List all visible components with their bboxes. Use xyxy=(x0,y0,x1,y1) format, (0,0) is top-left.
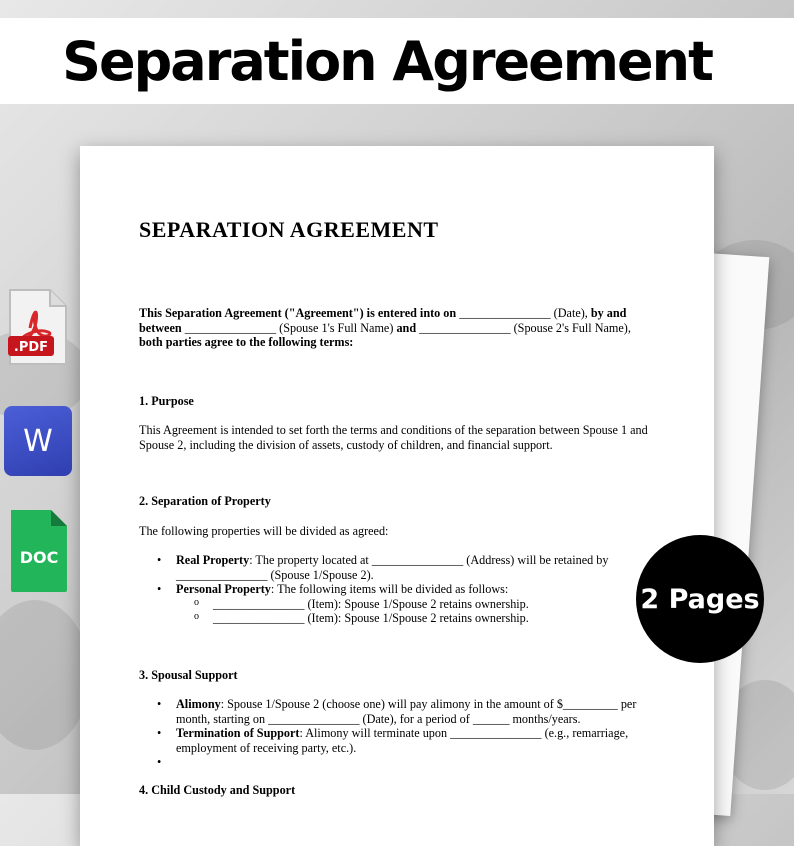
section-heading: 2. Separation of Property xyxy=(139,494,271,508)
pdf-file-icon xyxy=(8,288,68,366)
title-banner xyxy=(0,18,794,104)
intro-text: This Separation Agreement ("Agreement") is entered into on xyxy=(139,306,457,320)
intro-text: (Spouse 2's Full Name), xyxy=(513,320,631,335)
pdf-label: .PDF xyxy=(13,340,49,355)
sub-list-item: o _______________ (Item): Spouse 1/Spouse 2 retains ownership. xyxy=(176,597,649,612)
word-file-icon xyxy=(4,406,72,476)
item-text: : The following items will be divided as follows: xyxy=(270,582,509,596)
support-list xyxy=(139,697,649,770)
item-label: Real Property xyxy=(176,553,250,567)
intro-text: by and between xyxy=(139,306,627,335)
list-item xyxy=(139,697,649,726)
banner-title: Separation Agreement xyxy=(62,29,712,93)
intro-text: (Date), xyxy=(553,306,588,320)
background-foliage xyxy=(0,600,90,750)
document-title: SEPARATION AGREEMENT xyxy=(139,217,439,242)
list-item xyxy=(139,553,649,582)
item-label: Alimony xyxy=(176,697,221,711)
spouse2-blank: _______________ xyxy=(419,320,511,335)
date-blank: _______________ xyxy=(459,306,551,320)
intro-paragraph xyxy=(139,306,649,350)
item-text: : Alimony will terminate upon _______________ (e.g., remarriage, employment of receiving party, etc.). xyxy=(176,726,629,755)
section-heading: 3. Spousal Support xyxy=(139,668,238,682)
word-letter: W xyxy=(23,423,53,459)
badge-label: 2 Pages xyxy=(640,583,760,615)
section-heading: 4. Child Custody and Support xyxy=(139,783,296,797)
doc-label: DOC xyxy=(19,548,59,567)
item-text: : Spouse 1/Spouse 2 (choose one) will pay alimony in the amount of $_________ per month, starting on _______________ (Date), for a period of ______ months/years. xyxy=(176,697,637,726)
document-page xyxy=(80,146,714,846)
property-list xyxy=(139,553,649,626)
spouse1-blank: _______________ xyxy=(184,320,277,335)
item-text: : The property located at _______________ (Address) will be retained by _______________ (Spouse 1/Spouse 2). xyxy=(176,553,609,582)
property-lead: The following properties will be divided as agreed: xyxy=(139,524,389,538)
purpose-paragraph: This Agreement is intended to set forth the terms and conditions of the separation between Spouse 1 and Spouse 2, including the division of assets, custody of children, and financial support. xyxy=(139,423,648,452)
intro-text: both parties agree to the following terms: xyxy=(139,335,354,349)
page-count-badge xyxy=(636,535,764,663)
doc-file-icon xyxy=(7,508,69,594)
list-item xyxy=(139,582,649,626)
item-label: Termination of Support xyxy=(176,726,300,740)
list-item xyxy=(139,755,649,770)
intro-text: and xyxy=(396,320,417,335)
sub-list-item: o _______________ (Item): Spouse 1/Spouse 2 retains ownership. xyxy=(176,611,649,626)
intro-text: (Spouse 1's Full Name) xyxy=(279,320,394,335)
item-label: Personal Property xyxy=(176,582,271,596)
section-heading: 1. Purpose xyxy=(139,394,194,408)
list-item xyxy=(139,726,649,755)
